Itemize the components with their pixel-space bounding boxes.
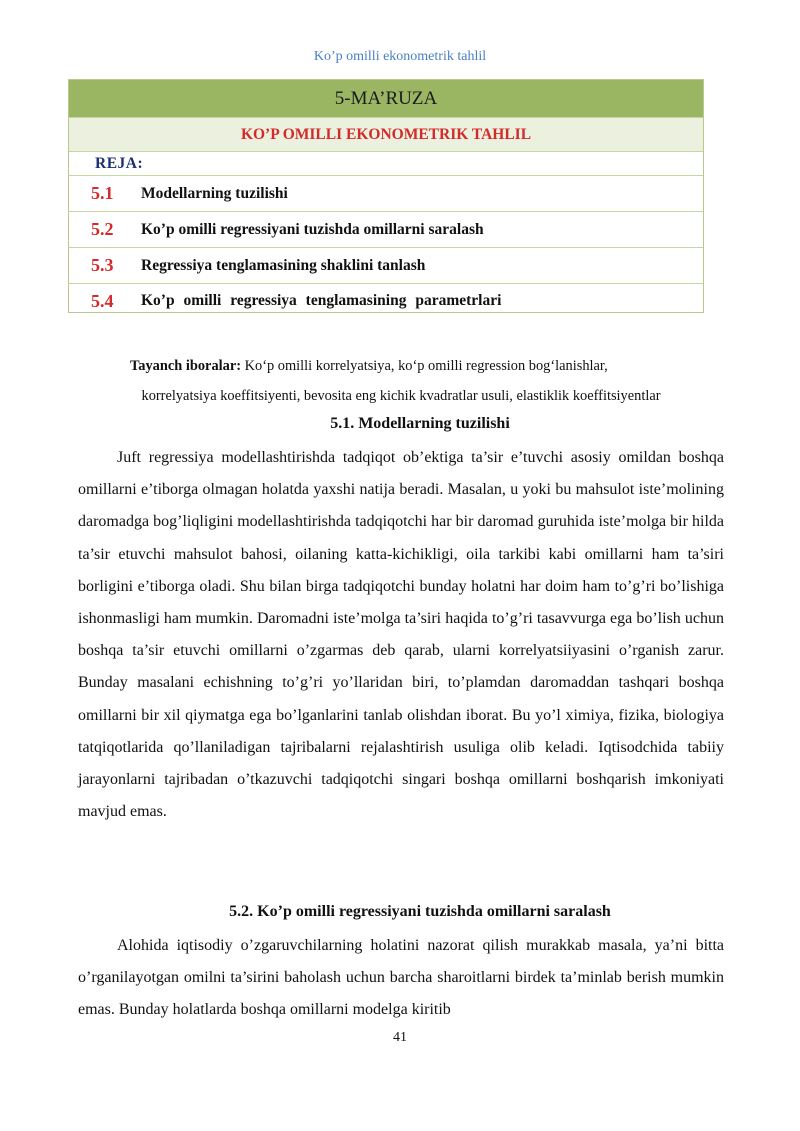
plan-item-number: 5.3: [91, 255, 114, 275]
plan-item-text: Regressiya tenglamasining shaklini tanlash: [141, 256, 426, 274]
section-heading-5-1: 5.1. Modellarning tuzilishi: [330, 415, 510, 432]
plan-item: [69, 212, 703, 248]
key-terms-line-1: [78, 351, 724, 381]
plan-item: [69, 248, 703, 284]
plan-item: [69, 176, 703, 212]
lecture-title: KO’P OMILLI EKONOMETRIK TAHLIL: [69, 118, 703, 152]
plan-item-text: Ko’p omilli regressiya tenglamasining parametrlari: [141, 292, 502, 309]
body-paragraph: Alohida iqtisodiy o’zgaruvchilarning holatini nazorat qilish murakkab masala, ya’ni bitta o’rganilayotgan omilni ta’sirini baholash uchun barcha sharoitlarni birdek ta’minlab berish mumkin emas. Bunday holatlarda boshqa omillarni modelga kiritib: [78, 937, 724, 1019]
plan-item: [69, 284, 703, 318]
plan-label: REJA:: [69, 152, 703, 176]
plan-item-text: Modellarning tuzilishi: [141, 184, 288, 202]
plan-item-text: Ko’p omilli regressiyani tuzishda omillarni saralash: [141, 220, 484, 238]
lecture-number: 5-MA’RUZA: [69, 80, 703, 118]
key-terms-text: Ko‘p omilli korrelyatsiya, ko‘p omilli regression bog‘lanishlar,: [241, 358, 608, 374]
key-terms-line-2: korrelyatsiya koeffitsiyenti, bevosita eng kichik kvadratlar usuli, elastiklik koeffitsiyentlar: [141, 388, 661, 404]
plan-item-number: 5.4: [91, 290, 114, 311]
body-paragraph: Juft regressiya modellashtirishda tadqiqot ob’ektiga ta’sir e’tuvchi asosiy omildan boshqa omillarni e’tiborga olmagan holatda yaxshi natija beradi. Masalan, u yoki bu mahsulot iste’molining daromadga bog’liqligini modellashtirishda tadqiqotchi har bir daromad guruhida iste’molga bir hilda ta’sir etuvchi mahsulot bahosi, oilaning katta-kichikligi, oila tarkibi kabi omillarni ham ta’siri borligini e’tiborga oladi. Shu bilan birga tadqiqotchi bunday holatni har doim ham to’g’ri bo’lishiga ishonmasligi ham mumkin. Daromadni iste’molga ta’siri haqida to’g’ri tasavvurga ega bo’lish uchun boshqa ta’sir etuvchi omillarni o’zgarmas deb qarab, ularni korrelyatsiiyasini o’rganish zarur. Bunday masalani echishning to’g’ri yo’llaridan biri, to’plamdan daromaddan tashqari boshqa omillarni bir xil qiymatga ega bo’lganlarini tanlab olishdan iborat. Bu yo’l ximiya, fizika, biologiya tatqiqotlarida qo’llaniladigan tajribalarni rejalashtirish usuliga olib keladi. Iqtisodchida tabiiy jarayonlarni tajribadan o’tkazuvchi tadqiqotchi singari boshqa omillarni boshqarish imkoniyati mavjud emas.: [78, 449, 724, 821]
plan-item-number: 5.2: [91, 219, 114, 239]
key-terms: [78, 351, 724, 411]
section-heading-5-2: 5.2. Ko’p omilli regressiyani tuzishda omillarni saralash: [229, 903, 611, 920]
page-number: 41: [393, 1030, 407, 1045]
key-terms-label: Tayanch iboralar:: [130, 358, 242, 374]
running-header: Ko’p omilli ekonometrik tahlil: [313, 49, 487, 64]
plan-item-number: 5.1: [91, 183, 114, 203]
lecture-plan-table: [68, 79, 704, 313]
